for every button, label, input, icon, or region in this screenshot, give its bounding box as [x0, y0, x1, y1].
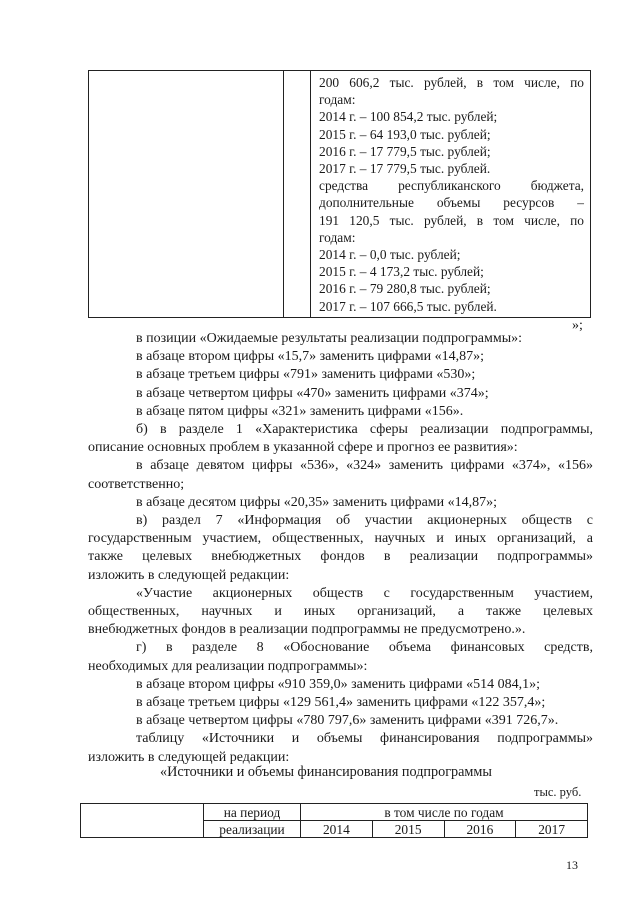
- cell-line: годам:: [319, 92, 356, 108]
- cell-line: 2014 г. – 0,0 тыс. рублей;: [319, 247, 461, 263]
- funding-table-top: [88, 70, 591, 318]
- table-cell-empty-left: [89, 71, 284, 318]
- table-header-period-line2: реализации: [204, 821, 301, 838]
- cell-line: средства республиканского бюджета,: [319, 178, 584, 194]
- cell-line: 2015 г. – 64 193,0 тыс. рублей;: [319, 126, 491, 142]
- paragraph-line: описание основных проблем в указанной сфере и прогноз ее развития»:: [88, 440, 518, 456]
- table-cell-empty-middle: [284, 71, 311, 318]
- paragraph-line: изложить в следующей редакции:: [88, 567, 290, 583]
- cell-line: 2016 г. – 79 280,8 тыс. рублей;: [319, 281, 491, 297]
- table-header-year: 2016: [444, 821, 516, 838]
- paragraph-line: в абзаце третьем цифры «129 561,4» заменить цифрами «122 357,4»;: [136, 695, 546, 711]
- paragraph-line: в абзаце девятом цифры «536», «324» заменить цифрами «374», «156»: [136, 458, 593, 474]
- paragraph-line: также целевых внебюджетных фондов в реализации подпрограммы»: [88, 549, 593, 565]
- document-body: [88, 330, 593, 767]
- paragraph-line: г) в разделе 8 «Обоснование объема финансовых средств,: [136, 640, 593, 656]
- cell-line: 2017 г. – 107 666,5 тыс. рублей.: [319, 298, 497, 314]
- paragraph-line: изложить в следующей редакции:: [88, 749, 290, 765]
- paragraph-line: общественных, научных и иных организаций, а также целевых: [88, 604, 593, 620]
- paragraph-line: в абзаце втором цифры «910 359,0» заменить цифрами «514 084,1»;: [136, 676, 540, 692]
- funding-sources-table: [80, 803, 588, 838]
- table-header-year: 2017: [516, 821, 588, 838]
- paragraph-line: необходимых для реализации подпрограммы»:: [88, 658, 368, 674]
- table-header-year: 2015: [372, 821, 444, 838]
- cell-line: 2017 г. – 17 779,5 тыс. рублей.: [319, 161, 491, 177]
- page-number: 13: [566, 858, 578, 872]
- closing-quote: »;: [572, 318, 583, 333]
- cell-line: 200 606,2 тыс. рублей, в том числе, по: [319, 75, 584, 90]
- paragraph-line: в позиции «Ожидаемые результаты реализации подпрограммы»:: [136, 331, 523, 346]
- table-header-by-years: в том числе по годам: [301, 804, 588, 821]
- paragraph-line: внебюджетных фондов в реализации подпрограммы не предусмотрено.».: [88, 622, 526, 638]
- cell-line: 191 120,5 тыс. рублей, в том числе, по: [319, 212, 584, 228]
- paragraph-line: в абзаце четвертом цифры «470» заменить цифрами «374»;: [136, 385, 489, 401]
- cell-line: дополнительные объемы ресурсов –: [319, 195, 584, 211]
- paragraph-line: в абзаце третьем цифры «791» заменить цифрами «530»;: [136, 367, 476, 383]
- units-label: тыс. руб.: [534, 785, 582, 799]
- funding-table-title: «Источники и объемы финансирования подпрограммы: [160, 764, 492, 780]
- cell-line: 2016 г. – 17 779,5 тыс. рублей;: [319, 143, 491, 159]
- paragraph-line: в абзаце четвертом цифры «780 797,6» заменить цифрами «391 726,7».: [136, 713, 559, 729]
- table-cell-funding-text: [311, 71, 591, 318]
- paragraph-line: «Участие акционерных обществ с государственным участием,: [136, 585, 593, 601]
- paragraph-line: соответственно;: [88, 476, 185, 492]
- table-header-year: 2014: [301, 821, 373, 838]
- cell-line: 2014 г. – 100 854,2 тыс. рублей;: [319, 109, 498, 125]
- paragraph-line: в абзаце десятом цифры «20,35» заменить цифрами «14,87»;: [136, 494, 498, 510]
- cell-line: 2015 г. – 4 173,2 тыс. рублей;: [319, 264, 484, 280]
- table-header-period-line1: на период: [204, 804, 301, 821]
- cell-line: годам:: [319, 229, 356, 245]
- table-header-empty: [81, 804, 204, 838]
- paragraph-line: государственным участием, общественных, научных и иных организаций, а: [88, 531, 593, 547]
- paragraph-line: в абзаце пятом цифры «321» заменить цифрами «156».: [136, 403, 464, 419]
- paragraph-line: б) в разделе 1 «Характеристика сферы реализации подпрограммы,: [136, 422, 593, 438]
- paragraph-line: в) раздел 7 «Информация об участии акционерных обществ с: [136, 513, 593, 529]
- paragraph-line: в абзаце втором цифры «15,7» заменить цифрами «14,87»;: [136, 349, 484, 365]
- paragraph-line: таблицу «Источники и объемы финансирования подпрограммы»: [136, 731, 593, 747]
